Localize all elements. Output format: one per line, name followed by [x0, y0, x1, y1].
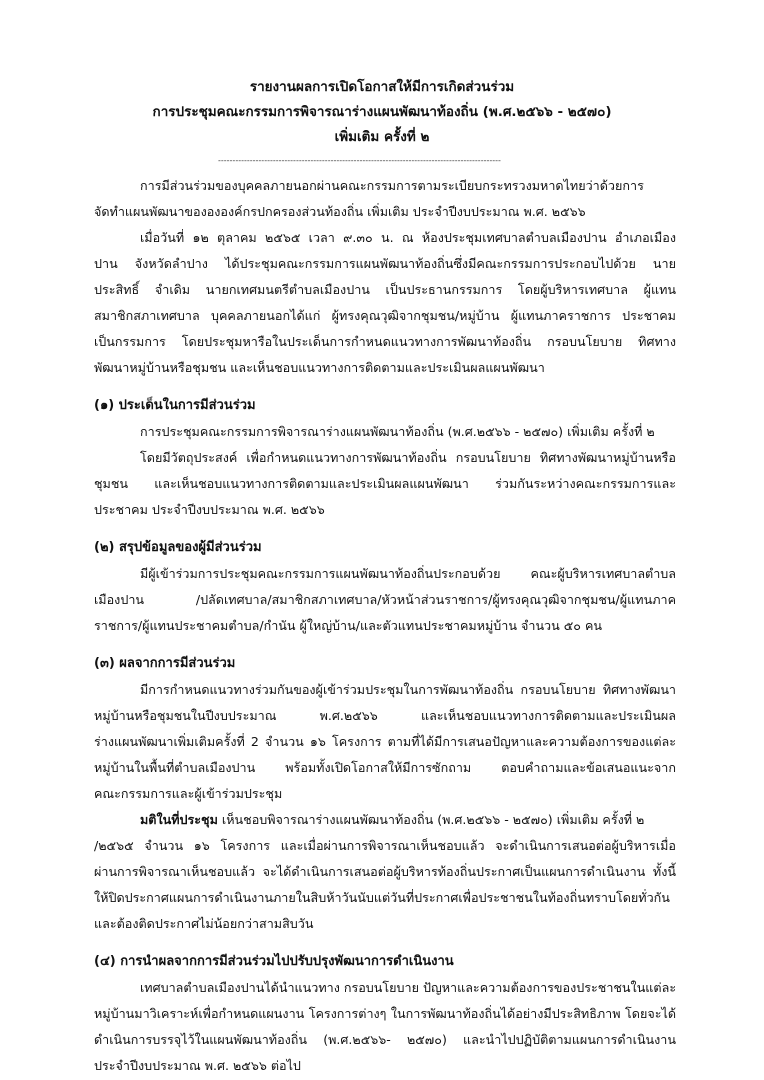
section3-line: หมู่บ้านในพื้นที่ตำบลเมืองปาน พร้อมทั้งเปิดโอกาสให้มีการซักถาม ตอบคำถามและข้อเสนอแนะจาก — [94, 760, 676, 775]
resolution-line: /๒๕๖๕ จำนวน ๑๖ โครงการ และเมื่อผ่านการพิจารณาเห็นชอบแล้ว จะดำเนินการเสนอต่อผู้บริหารเมื่อ — [94, 838, 676, 853]
intro-p2-line: พัฒนาหมู่บ้านหรือชุมชน และเห็นชอบแนวทางการติดตามและประเมินผลแผนพัฒนา — [94, 360, 545, 375]
section3-line: ร่างแผนพัฒนาเพิ่มเติมครั้งที่ 2 จำนวน ๑๖ โครงการ ตามที่ได้มีการเสนอปัญหาและความต้องการของแต่ละ — [94, 734, 676, 749]
section2-heading: (๒) สรุปข้อมูลของผู้มีส่วนร่วม — [94, 540, 262, 555]
intro-p1-line: การมีส่วนร่วมของบุคคลภายนอกผ่านคณะกรรมการตามระเบียบกระทรวงมหาดไทยว่าด้วยการ — [140, 178, 644, 193]
section4-line: เทศบาลตำบลเมืองปานได้นำแนวทาง กรอบนโยบาย ปัญหาและความต้องการของประชาชนในแต่ละ — [140, 980, 676, 995]
section4-heading: (๔) การนำผลจากการมีส่วนร่วมไปปรับปรุงพัฒนาการดำเนินงาน — [94, 954, 454, 969]
section2-line: มีผู้เข้าร่วมการประชุมคณะกรรมการแผนพัฒนาท้องถิ่นประกอบด้วย คณะผู้บริหารเทศบาลตำบล — [140, 566, 676, 581]
section4-line: ประจำปีงบประมาณ พ.ศ. ๒๕๖๖ ต่อไป — [94, 1058, 301, 1073]
section1-line: ประชาคม ประจำปีงบประมาณ พ.ศ. ๒๕๖๖ — [94, 502, 325, 517]
intro-p2-line: ประสิทธิ์ จำเดิม นายกเทศมนตรีตำบลเมืองปาน เป็นประธานกรรมการ โดยผู้บริหารเทศบาล ผู้แทน — [94, 282, 676, 297]
section3-line: คณะกรรมการและผู้เข้าร่วมประชุม — [94, 786, 283, 801]
intro-p1-line: จัดทำแผนพัฒนาของององค์กรปกครองส่วนท้องถิ่น เพิ่มเติม ประจำปีงบประมาณ พ.ศ. ๒๕๖๖ — [94, 204, 586, 219]
report-title-line3: เพิ่มเติม ครั้งที่ ๒ — [334, 129, 430, 145]
section1-heading: (๑) ประเด็นในการมีส่วนร่วม — [94, 398, 256, 413]
title-separator: -------------------------------------------------------------------------------------------------- — [218, 156, 501, 165]
section4-line: ดำเนินการบรรจุไว้ในแผนพัฒนาท้องถิ่น (พ.ศ.๒๕๖๖- ๒๕๗๐) และนำไปปฏิบัติตามแผนการดำเนินงาน — [94, 1032, 676, 1047]
section1-line: ชุมชน และเห็นชอบแนวทางการติดตามและประเมินผลแผนพัฒนา ร่วมกันระหว่างคณะกรรมการและ — [94, 476, 676, 491]
section1-line: การประชุมคณะกรรมการพิจารณาร่างแผนพัฒนาท้องถิ่น (พ.ศ.๒๕๖๖ - ๒๕๗๐) เพิ่มเติม ครั้งที่ ๒ — [140, 424, 655, 439]
resolution-line — [140, 810, 676, 830]
intro-p2-line: เมื่อวันที่ ๑๒ ตุลาคม ๒๕๖๕ เวลา ๙.๓๐ น. ณ ห้องประชุมเทศบาลตำบลเมืองปาน อำเภอเมือง — [140, 230, 676, 245]
section3-heading: (๓) ผลจากการมีส่วนร่วม — [94, 656, 236, 671]
report-title-line1: รายงานผลการเปิดโอกาสให้มีการเกิดส่วนร่วม — [249, 79, 515, 95]
section3-line: หมู่บ้านหรือชุมชนในปีงบประมาณ พ.ศ.๒๕๖๖ และเห็นชอบแนวทางการติดตามและประเมินผล — [94, 708, 676, 723]
report-title-line2: การประชุมคณะกรรมการพิจารณาร่างแผนพัฒนาท้องถิ่น (พ.ศ.๒๕๖๖ - ๒๕๗๐) — [152, 104, 612, 120]
intro-p2-line: ปาน จังหวัดลำปาง ได้ประชุมคณะกรรมการแผนพัฒนาท้องถิ่นซึ่งมีคณะกรรมการประกอบไปด้วย นาย — [94, 256, 676, 271]
section4-line: หมู่บ้านมาวิเคราะห์เพื่อกำหนดแผนงาน โครงการต่างๆ ในการพัฒนาท้องถิ่นได้อย่างมีประสิทธิภาพ โดยจะได้ — [94, 1006, 676, 1021]
resolution-line: และต้องติดประกาศไม่น้อยกว่าสามสิบวัน — [94, 916, 314, 931]
resolution-line: ให้ปิดประกาศแผนการดำเนินงานภายในสิบห้าวันนับแต่วันที่ประกาศเพื่อประชาชนในท้องถิ่นทราบโดยทั่วกัน — [94, 890, 670, 905]
intro-p2-line: สมาชิกสภาเทศบาล บุคคลภายนอกได้แก่ ผู้ทรงคุณวุฒิจากชุมชน/หมู่บ้าน ผู้แทนภาคราชการ ประชาคม — [94, 308, 676, 323]
section3-line: มีการกำหนดแนวทางร่วมกันของผู้เข้าร่วมประชุมในการพัฒนาท้องถิ่น กรอบนโยบาย ทิศทางพัฒนา — [140, 682, 676, 697]
section1-line: โดยมีวัตถุประสงค์ เพื่อกำหนดแนวทางการพัฒนาท้องถิ่น กรอบนโยบาย ทิศทางพัฒนาหมู่บ้านหรือ — [140, 450, 676, 465]
section2-line: เมืองปาน /ปลัดเทศบาล/สมาชิกสภาเทศบาล/หัวหน้าส่วนราชการ/ผู้ทรงคุณวุฒิจากชุมชน/ผู้แทนภาค — [94, 592, 676, 607]
resolution-line: ผ่านการพิจารณาเห็นชอบแล้ว จะได้ดำเนินการเสนอต่อผู้บริหารท้องถิ่นประกาศเป็นแผนการดำเนินงาน ทั้งนี้ — [94, 864, 676, 879]
section2-line: ราชการ/ผู้แทนประชาคมตำบล/กำนัน ผู้ใหญ่บ้าน/และตัวแทนประชาคมหมู่บ้าน จำนวน ๕๐ คน — [94, 618, 602, 633]
resolution-text: เห็นชอบพิจารณาร่างแผนพัฒนาท้องถิ่น (พ.ศ.๒๕๖๖ - ๒๕๗๐) เพิ่มเติม ครั้งที่ ๒ — [217, 812, 645, 827]
resolution-label: มติในที่ประชุม — [140, 812, 218, 827]
intro-p2-line: เป็นกรรมการ โดยประชุมหารือในประเด็นการกำหนดแนวทางการพัฒนาท้องถิ่น กรอบนโยบาย ทิศทาง — [94, 334, 676, 349]
